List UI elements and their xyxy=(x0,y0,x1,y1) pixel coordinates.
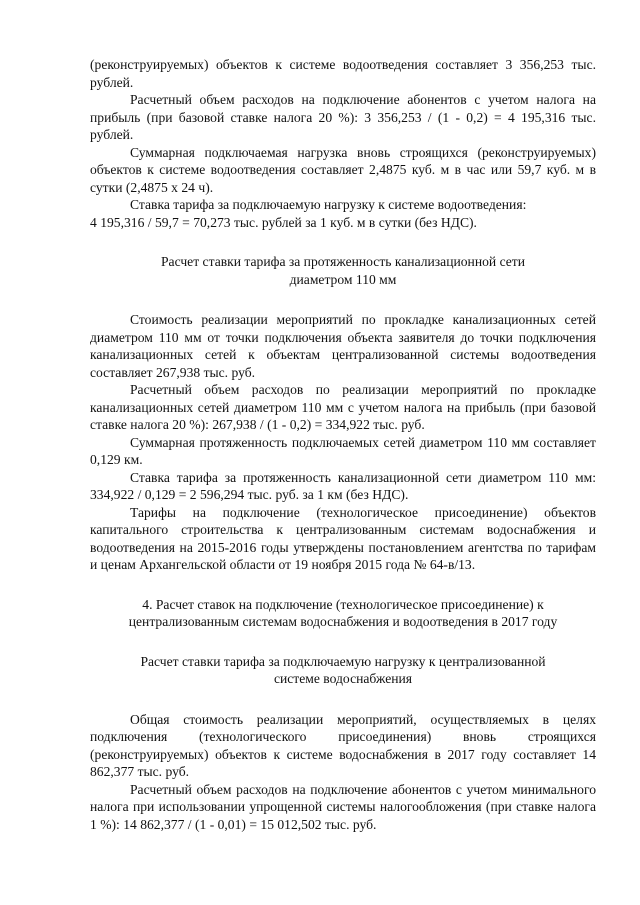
network-section-title-line-1: Расчет ставки тарифа за протяженность канализационной сети xyxy=(160,254,526,269)
paragraph-network-cost: Стоимость реализации мероприятий по прокладке канализационных сетей диаметром 110 мм от точки подключения объекта заявителя до точки подключения канализационных сетей к объектам централизованной системы водоотведения составляет 267,938 тыс. руб. xyxy=(90,312,596,380)
section-4-title-line-2: централизованным системам водоснабжения и водоотведения в 2017 году xyxy=(128,614,558,629)
paragraph-load-rate-label: Ставка тарифа за подключаемую нагрузку к системе водоотведения: xyxy=(130,197,527,212)
paragraph-water-total-cost: Общая стоимость реализации мероприятий, осуществляемых в целях подключения (технологического присоединения) вновь строящихся (реконструируемых) объектов к системе водоснабжения в 2017 году составляет 14 862,377 тыс. руб. xyxy=(90,711,596,779)
network-section-title-line-2: диаметром 110 мм xyxy=(289,271,397,287)
paragraph-network-length: Суммарная протяженность подключаемых сетей диаметром 110 мм составляет 0,129 км. xyxy=(90,434,596,467)
paragraph-network-expenses: Расчетный объем расходов по реализации мероприятий по прокладке канализационных сетей диаметром 110 мм с учетом налога на прибыль (при базовой ставке налога 20 %): 267,938 / (1 - 0,2) = 334,922 тыс. руб. xyxy=(90,382,596,432)
spacer xyxy=(90,574,596,596)
spacer xyxy=(90,231,596,253)
paragraph-tariffs-approved: Тарифы на подключение (технологическое присоединение) объектов капитального строительства к централизованным системам водоснабжения и водоотведения на 2015-2016 годы утверждены постановлением агентства по тарифам и ценам Архангельской области от 19 ноября 2015 года № 64-в/13. xyxy=(90,504,596,572)
paragraph-connected-load: Суммарная подключаемая нагрузка вновь строящихся (реконструируемых) объектов к системе водоотведения составляет 2,4875 куб. м в час или 59,7 куб. м в сутки (2,4875 х 24 ч). xyxy=(90,144,596,195)
water-section-title-line-1: Расчет ставки тарифа за подключаемую нагрузку к централизованной xyxy=(140,653,546,669)
document-page xyxy=(90,56,596,833)
paragraph-expenses-with-tax: Расчетный объем расходов на подключение абонентов с учетом налога на прибыль (при базовой ставке налога 20 %): 3 356,253 / (1 - 0,2) = 4 195,316 тыс. рублей. xyxy=(90,92,596,142)
paragraph-load-rate-formula: 4 195,316 / 59,7 = 70,273 тыс. рублей за 1 куб. м в сутки (без НДС). xyxy=(90,214,477,230)
paragraph-cost-continuation: (реконструируемых) объектов к системе водоотведения составляет 3 356,253 тыс. рублей. xyxy=(90,57,596,90)
section-4-title-line-1: 4. Расчет ставок на подключение (технологическое присоединение) к xyxy=(142,596,544,612)
spacer xyxy=(90,288,596,311)
paragraph-network-rate: Ставка тарифа за протяженность канализационной сети диаметром 110 мм: 334,922 / 0,129 = 2 596,294 тыс. руб. за 1 км (без НДС). xyxy=(90,469,596,502)
spacer xyxy=(90,631,596,653)
water-section-title-line-2: системе водоснабжения xyxy=(273,671,413,686)
spacer xyxy=(90,688,596,711)
paragraph-water-expenses: Расчетный объем расходов на подключение абонентов с учетом минимального налога при использовании упрощенной системы налогообложения (при ставке налога 1 %): 14 862,377 / (1 - 0,01) = 15 012,502 тыс. руб. xyxy=(90,781,596,832)
